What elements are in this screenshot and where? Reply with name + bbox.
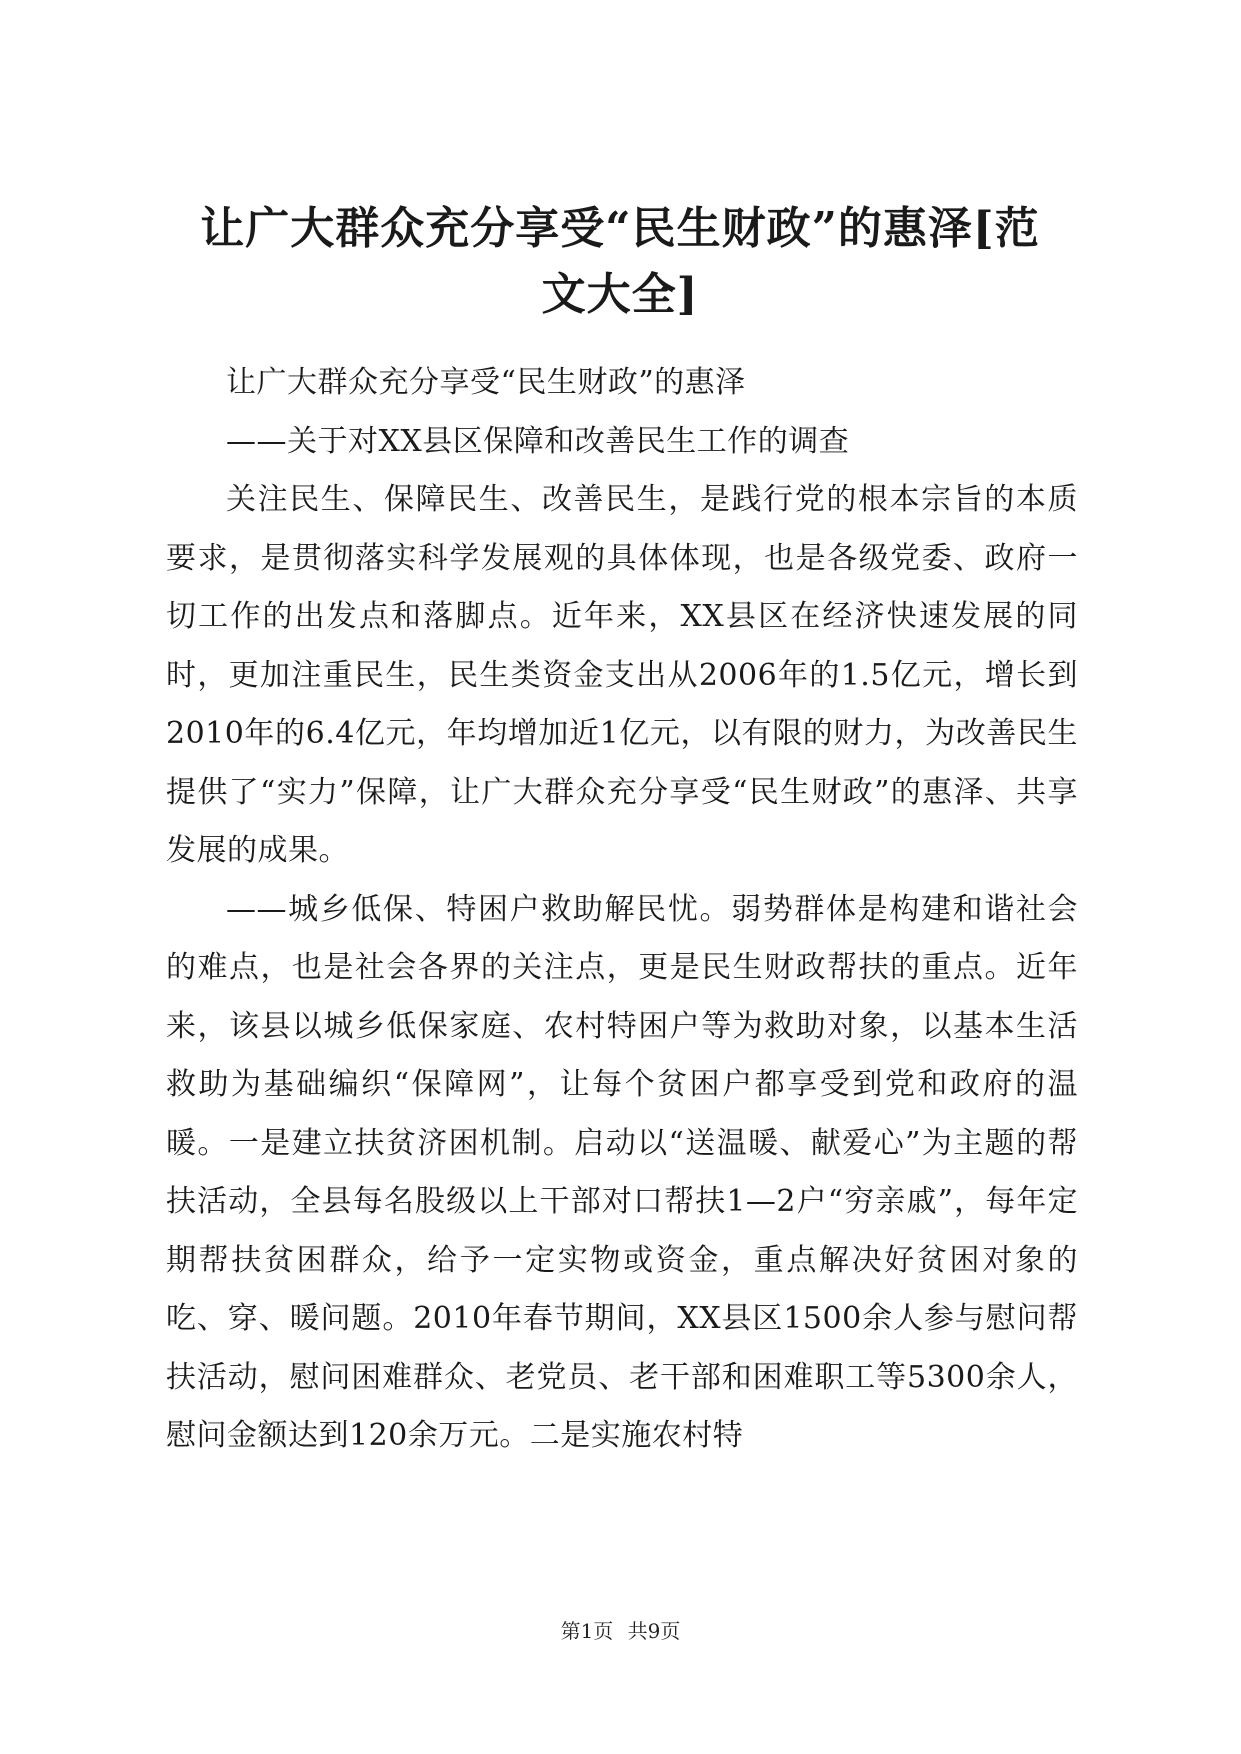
- title-line-2: 文大全]: [541, 269, 699, 320]
- subtitle: 让广大群众充分享受“民生财政”的惠泽: [226, 365, 746, 400]
- page-total: 共9页: [627, 1619, 681, 1643]
- page-number: 第1页: [560, 1619, 614, 1643]
- page-footer: [0, 1617, 1241, 1645]
- subtitle-secondary: ——关于对XX县区保障和改善民生工作的调查: [226, 423, 850, 459]
- paragraph: 关注民生、保障民生、改善民生，是践行党的根本宗旨的本质要求，是贯彻落实科学发展观的具体体现，也是各级党委、政府一切工作的出发点和落脚点。近年来，XX县区在经济快速发展的同时，更加注重民生，民生类资金支出从2006年的1.5亿元，增长到2010年的6.4亿元，年均增加近1亿元，以有限的财力，为改善民生提供了“实力”保障，让广大群众充分享受“民生财政”的惠泽、共享发展的成果。: [166, 482, 1078, 868]
- document-body: [166, 354, 1078, 1466]
- title-line-1: 让广大群众充分享受“民生财政”的惠泽[范: [200, 203, 1040, 254]
- document-title: [160, 196, 1080, 328]
- paragraph: ——城乡低保、特困户救助解民忧。弱势群体是构建和谐社会的难点，也是社会各界的关注点，更是民生财政帮扶的重点。近年来，该县以城乡低保家庭、农村特困户等为救助对象，以基本生活救助为基础编织“保障网”，让每个贫困户都享受到党和政府的温暖。一是建立扶贫济困机制。启动以“送温暖、献爱心”为主题的帮扶活动，全县每名股级以上干部对口帮扶1—2户“穷亲戚”，每年定期帮扶贫困群众，给予一定实物或资金，重点解决好贫困对象的吃、穿、暖问题。2010年春节期间，XX县区1500余人参与慰问帮扶活动，慰问困难群众、老党员、老干部和困难职工等5300余人，慰问金额达到120余万元。二是实施农村特: [166, 891, 1078, 1453]
